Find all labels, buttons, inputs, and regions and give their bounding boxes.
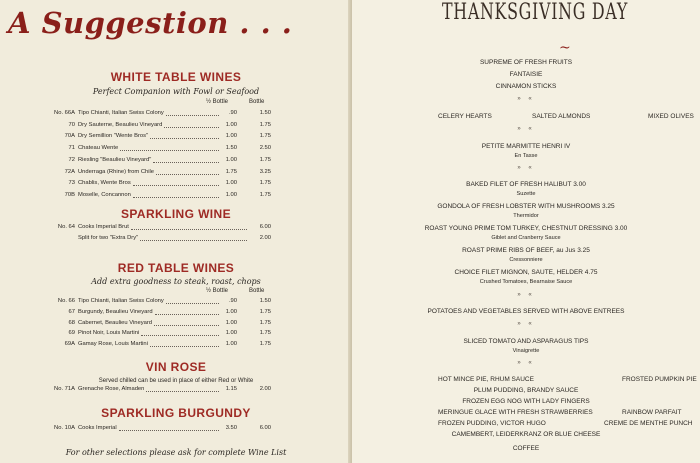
wine-row: [49, 223, 279, 232]
leader-dots: [153, 162, 219, 163]
menu-egg-nog: FROZEN EGG NOG WITH LADY FINGERS: [462, 398, 590, 405]
menu-title: THANKSGIVING DAY: [442, 0, 628, 25]
half-bottle-price: 1.00: [225, 330, 237, 337]
bottle-price: 2.00: [259, 386, 271, 392]
menu-frozen-pudding: FROZEN PUDDING, VICTOR HUGO: [438, 420, 546, 427]
half-bottle-header: ½ Bottle: [206, 99, 229, 105]
red-wines-subtitle: Add extra goodness to steak, roast, chops: [91, 277, 261, 286]
wine-name: Cabernet, Beaulieu Vineyard: [78, 319, 153, 326]
wine-name: Gamay Rose, Louis Martini: [78, 341, 148, 348]
wine-row: [49, 297, 279, 306]
bottle-price: 1.75: [259, 308, 271, 315]
menu-halibut: BAKED FILET OF FRESH HALIBUT 3.00: [466, 181, 586, 188]
title-flourish: ~: [559, 40, 571, 56]
bottle-header: Bottle: [249, 99, 265, 105]
separator: » «: [517, 126, 535, 132]
menu-turkey-sub: Giblet and Cranberry Sauce: [491, 235, 561, 241]
bottle-price: 1.75: [259, 133, 271, 140]
half-bottle-price: 1.00: [225, 133, 237, 140]
leader-dots: [164, 127, 219, 128]
sparkling-wine-title: SPARKLING WINE: [120, 207, 232, 221]
menu-pumpkin-pie: FROSTED PUMPKIN PIE: [622, 376, 697, 383]
menu-mignon-sub: Crushed Tomatoes, Bearnaise Sauce: [479, 279, 573, 285]
wine-number: 67: [68, 308, 75, 315]
wine-number: 70B: [64, 191, 75, 198]
wine-number: No. 66A: [54, 110, 75, 116]
half-bottle-price: 3.50: [225, 425, 237, 431]
leader-dots: [155, 314, 219, 315]
separator: » «: [517, 360, 535, 366]
wine-row: [49, 319, 279, 328]
menu-soup-sub: En Tasse: [514, 153, 538, 159]
half-bottle-price: .90: [228, 110, 237, 116]
half-bottle-price: .90: [228, 298, 237, 304]
wine-row: [49, 329, 279, 338]
leader-dots: [119, 430, 219, 431]
bottle-price: 1.50: [259, 110, 271, 116]
menu-celery: CELERY HEARTS: [438, 113, 492, 120]
menu-almonds: SALTED ALMONDS: [532, 113, 591, 120]
wine-row: [49, 109, 279, 118]
wine-name: Dry Sauterne, Beaulieu Vineyard: [78, 121, 163, 128]
menu-halibut-sub: Suzette: [516, 191, 536, 197]
bottle-price: 1.75: [259, 180, 271, 187]
wine-row: [49, 132, 279, 141]
separator: » «: [517, 96, 535, 102]
menu-menthe-punch: CREME DE MENTHE PUNCH: [604, 420, 693, 427]
wine-name: Moselle, Concannon: [78, 191, 131, 198]
separator: » «: [517, 292, 535, 298]
wine-name: Cooks Imperial Brut: [78, 224, 129, 230]
wine-name: Pinot Noir, Louis Martini: [78, 330, 140, 337]
wine-row: [49, 191, 279, 200]
wine-row: [49, 308, 279, 317]
wine-row: [49, 156, 279, 165]
half-bottle-price: 1.00: [225, 121, 237, 128]
wine-number: 72: [68, 156, 75, 163]
separator: » «: [517, 321, 535, 327]
leader-dots: [141, 335, 219, 336]
bottle-price: 2.50: [259, 145, 271, 152]
wine-row: [49, 340, 279, 349]
leader-dots: [120, 150, 219, 151]
bottle-price: 1.75: [259, 330, 271, 337]
leader-dots: [140, 240, 247, 241]
white-wines-subtitle: Perfect Companion with Fowl or Seafood: [92, 87, 260, 96]
bottle-price: 6.00: [259, 224, 271, 230]
bottle-price: 1.75: [259, 341, 271, 348]
wine-name: Tipo Chianti, Italian Swiss Colony: [78, 110, 164, 116]
half-bottle-price: 1.15: [225, 386, 237, 392]
bottle-price: 3.25: [259, 168, 271, 175]
wine-number: 73: [68, 180, 75, 187]
menu-mince-pie: HOT MINCE PIE, RHUM SAUCE: [438, 376, 534, 383]
half-bottle-price: 1.00: [225, 308, 237, 315]
wine-list-footer: For other selections please ask for complete Wine List: [65, 448, 287, 457]
menu-fruits: SUPREME OF FRESH FRUITS: [479, 59, 573, 66]
wine-name: Chablis, Wente Bros: [78, 180, 131, 187]
wine-number: 70A: [64, 133, 75, 140]
red-wines-title: RED TABLE WINES: [117, 261, 235, 275]
menu-lobster-sub: Thermidor: [513, 213, 539, 219]
wine-name: Riesling "Beaulieu Vineyard": [78, 156, 152, 163]
bottle-price: 1.75: [259, 156, 271, 163]
wine-name: Grenache Rose, Almaden: [78, 386, 145, 392]
leader-dots: [133, 197, 219, 198]
half-bottle-price: 1.00: [225, 341, 237, 348]
wine-number: 69: [68, 330, 75, 337]
leader-dots: [154, 325, 219, 326]
wine-row: [49, 144, 279, 153]
menu-salad: SLICED TOMATO AND ASPARAGUS TIPS: [463, 338, 589, 345]
wine-row: [49, 385, 279, 394]
bottle-price: 6.00: [259, 425, 271, 431]
menu-parfait: RAINBOW PARFAIT: [622, 409, 682, 416]
menu-cheese: CAMEMBERT, LEIDERKRANZ OR BLUE CHEESE: [451, 431, 601, 438]
wine-number: No. 64: [57, 224, 75, 230]
red-half-bottle-header: ½ Bottle: [206, 288, 229, 294]
vin-rose-title: VIN ROSE: [145, 360, 207, 374]
wine-number: 72A: [64, 168, 75, 175]
leader-dots: [146, 391, 219, 392]
menu-mignon: CHOICE FILET MIGNON, SAUTE, HELDER 4.75: [454, 269, 598, 276]
separator: » «: [517, 165, 535, 171]
wine-row: [49, 179, 279, 188]
menu-salad-sub: Vinaigrette: [512, 348, 540, 354]
leader-dots: [166, 303, 219, 304]
bottle-price: 1.75: [259, 121, 271, 128]
wine-row: [49, 234, 279, 243]
wine-number: 71: [68, 145, 75, 152]
leader-dots: [156, 174, 219, 175]
wine-name: Tipo Chianti, Italian Swiss Colony: [78, 298, 164, 304]
wine-number: No. 66: [57, 298, 75, 304]
wine-name: Burgundy, Beaulieu Vineyard: [78, 308, 153, 315]
menu-olives: MIXED OLIVES: [648, 113, 694, 120]
wine-name: Split for two "Extra Dry": [78, 235, 139, 241]
bottle-price: 1.75: [259, 319, 271, 326]
half-bottle-price: 1.50: [225, 145, 237, 152]
menu-fantaisie: FANTAISIE: [509, 71, 543, 78]
menu-coffee: COFFEE: [512, 445, 540, 452]
wine-row: [49, 168, 279, 177]
menu-turkey: ROAST YOUNG PRIME TOM TURKEY, CHESTNUT DRESSING 3.00: [424, 225, 628, 232]
wine-name: Cooks Imperial: [78, 425, 117, 431]
menu-lobster: GONDOLA OF FRESH LOBSTER WITH MUSHROOMS 3.25: [437, 203, 615, 210]
leader-dots: [133, 185, 219, 186]
red-bottle-header: Bottle: [249, 288, 265, 294]
wine-number: No. 71A: [54, 386, 75, 392]
leader-dots: [131, 229, 247, 230]
wine-name: Chateau Wente: [78, 145, 119, 152]
half-bottle-price: 1.75: [225, 168, 237, 175]
half-bottle-price: 1.00: [225, 156, 237, 163]
leader-dots: [150, 138, 219, 139]
wine-number: No. 10A: [54, 425, 75, 431]
menu-beef-sub: Cressonniere: [509, 257, 543, 263]
wine-number: 68: [68, 319, 75, 326]
wine-name: Underraga (Rhine) from Chile: [78, 168, 155, 175]
sparkling-burgundy-title: SPARKLING BURGUNDY: [101, 406, 251, 420]
leader-dots: [166, 115, 219, 116]
leader-dots: [150, 346, 219, 347]
wine-number: 69A: [64, 341, 75, 348]
vin-rose-note: Served chilled can be used in place of either Red or White: [98, 378, 254, 384]
menu-cinnamon: CINNAMON STICKS: [495, 83, 557, 90]
menu-vegetables: POTATOES AND VEGETABLES SERVED WITH ABOVE ENTREES: [427, 308, 625, 315]
half-bottle-price: 1.00: [225, 191, 237, 198]
bottle-price: 2.00: [259, 235, 271, 241]
menu-beef: ROAST PRIME RIBS OF BEEF, au Jus 3.25: [462, 247, 590, 254]
suggestion-heading: A Suggestion . . .: [8, 6, 293, 40]
white-wines-title: WHITE TABLE WINES: [110, 70, 242, 84]
menu-plum-pudding: PLUM PUDDING, BRANDY SAUCE: [473, 387, 579, 394]
bottle-price: 1.75: [259, 191, 271, 198]
thanksgiving-menu-page: [352, 0, 700, 463]
wine-number: 70: [68, 121, 75, 128]
half-bottle-price: 1.00: [225, 319, 237, 326]
menu-soup: PETITE MARMITTE HENRI IV: [481, 143, 571, 150]
wine-row: [49, 424, 279, 433]
half-bottle-price: 1.00: [225, 180, 237, 187]
wine-row: [49, 121, 279, 130]
menu-meringue: MERINGUE GLACE WITH FRESH STRAWBERRIES: [438, 409, 593, 416]
bottle-price: 1.50: [259, 298, 271, 304]
wine-name: Dry Semillion "Wente Bros": [78, 133, 149, 140]
